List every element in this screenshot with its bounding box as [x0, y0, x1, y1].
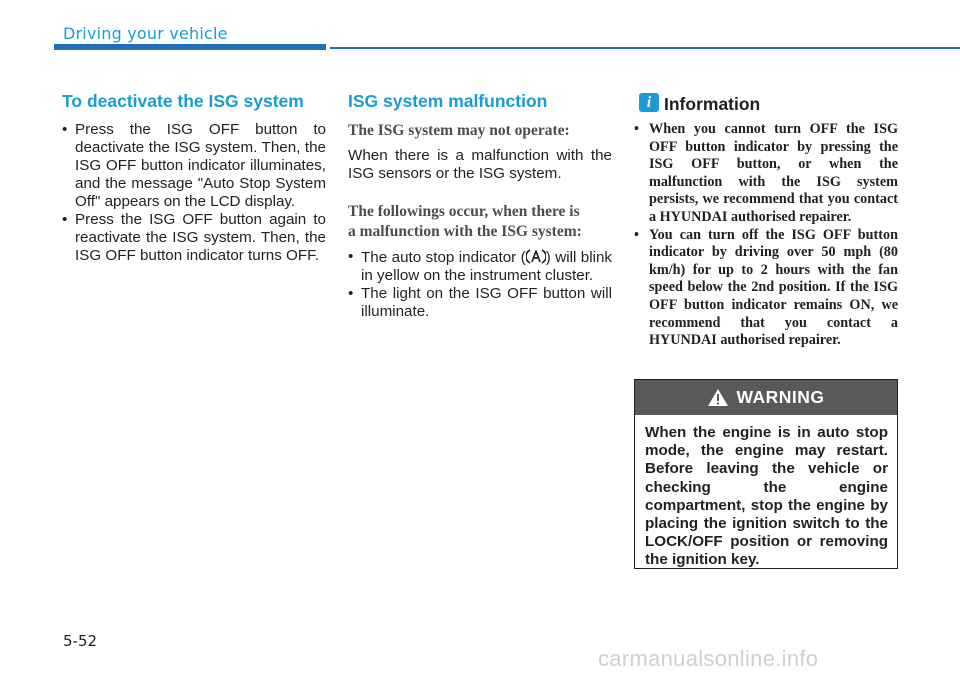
malfunction-heading: ISG system malfunction — [348, 91, 548, 111]
list-item: • When you cannot turn OFF the ISG OFF button indicator by pressing the ISG OFF button, or when the malfunction with the ISG system persists, we recommend that you contact a HYUNDAI authorised repairer. — [634, 121, 898, 227]
auto-stop-text-after: ) will blink in yellow on the instrument cluster. — [361, 249, 613, 284]
warning-text: When the engine is in auto stop mode, the engine may restart. Before leaving the vehicle or checking the engine compartment, stop the engine by placing the ignition switch to the LOCK/OFF position or removing the ignition key. — [645, 424, 888, 569]
malfunction-list — [348, 248, 612, 321]
warning-triangle-icon — [707, 388, 729, 407]
info-icon: i — [639, 93, 659, 112]
followings-subheading-line1: The followings occur, when there is — [348, 203, 580, 220]
middle-column — [348, 90, 612, 321]
header-bar — [54, 44, 326, 50]
information-header — [634, 90, 898, 114]
list-item: • Press the ISG OFF button to deactivate the ISG system. Then, the ISG OFF button indicator illuminates, and the message "Auto Stop System Off" appears on the LCD display. — [62, 121, 326, 211]
information-list — [634, 121, 898, 350]
deactivate-list — [62, 121, 326, 265]
list-item: • Press the ISG OFF button again to reactivate the ISG system. Then, the ISG OFF button indicator turns OFF. — [62, 211, 326, 265]
list-item: • You can turn off the ISG OFF button indicator by driving over 50 mph (80 km/h) for up to 2 hours with the fan speed below the 2nd position. If the ISG OFF button indicator remains ON, we recommend that you contact a HYUNDAI authorised repairer. — [634, 227, 898, 350]
header-rule — [330, 47, 960, 49]
warning-box — [634, 379, 898, 569]
warning-header — [635, 380, 897, 415]
auto-stop-text-before: The auto stop indicator ( — [361, 249, 526, 266]
list-item — [348, 248, 612, 285]
page-section-title: Driving your vehicle — [63, 24, 228, 43]
information-title: Information — [664, 94, 761, 114]
list-item: • The light on the ISG OFF button will illuminate. — [348, 285, 612, 321]
left-column — [62, 90, 326, 265]
watermark: carmanualsonline.info — [598, 646, 819, 671]
may-not-operate-subheading: The ISG system may not operate: — [348, 122, 570, 139]
malfunction-paragraph: When there is a malfunction with the ISG sensors or the ISG system. — [348, 147, 612, 182]
followings-subheading — [348, 202, 612, 242]
deactivate-heading: To deactivate the ISG system — [62, 91, 304, 111]
followings-subheading-line2: a malfunction with the ISG system: — [348, 223, 582, 240]
page-number: 5-52 — [63, 632, 98, 650]
right-column — [634, 90, 898, 350]
auto-stop-indicator-icon — [526, 248, 546, 265]
warning-title: WARNING — [736, 387, 825, 407]
